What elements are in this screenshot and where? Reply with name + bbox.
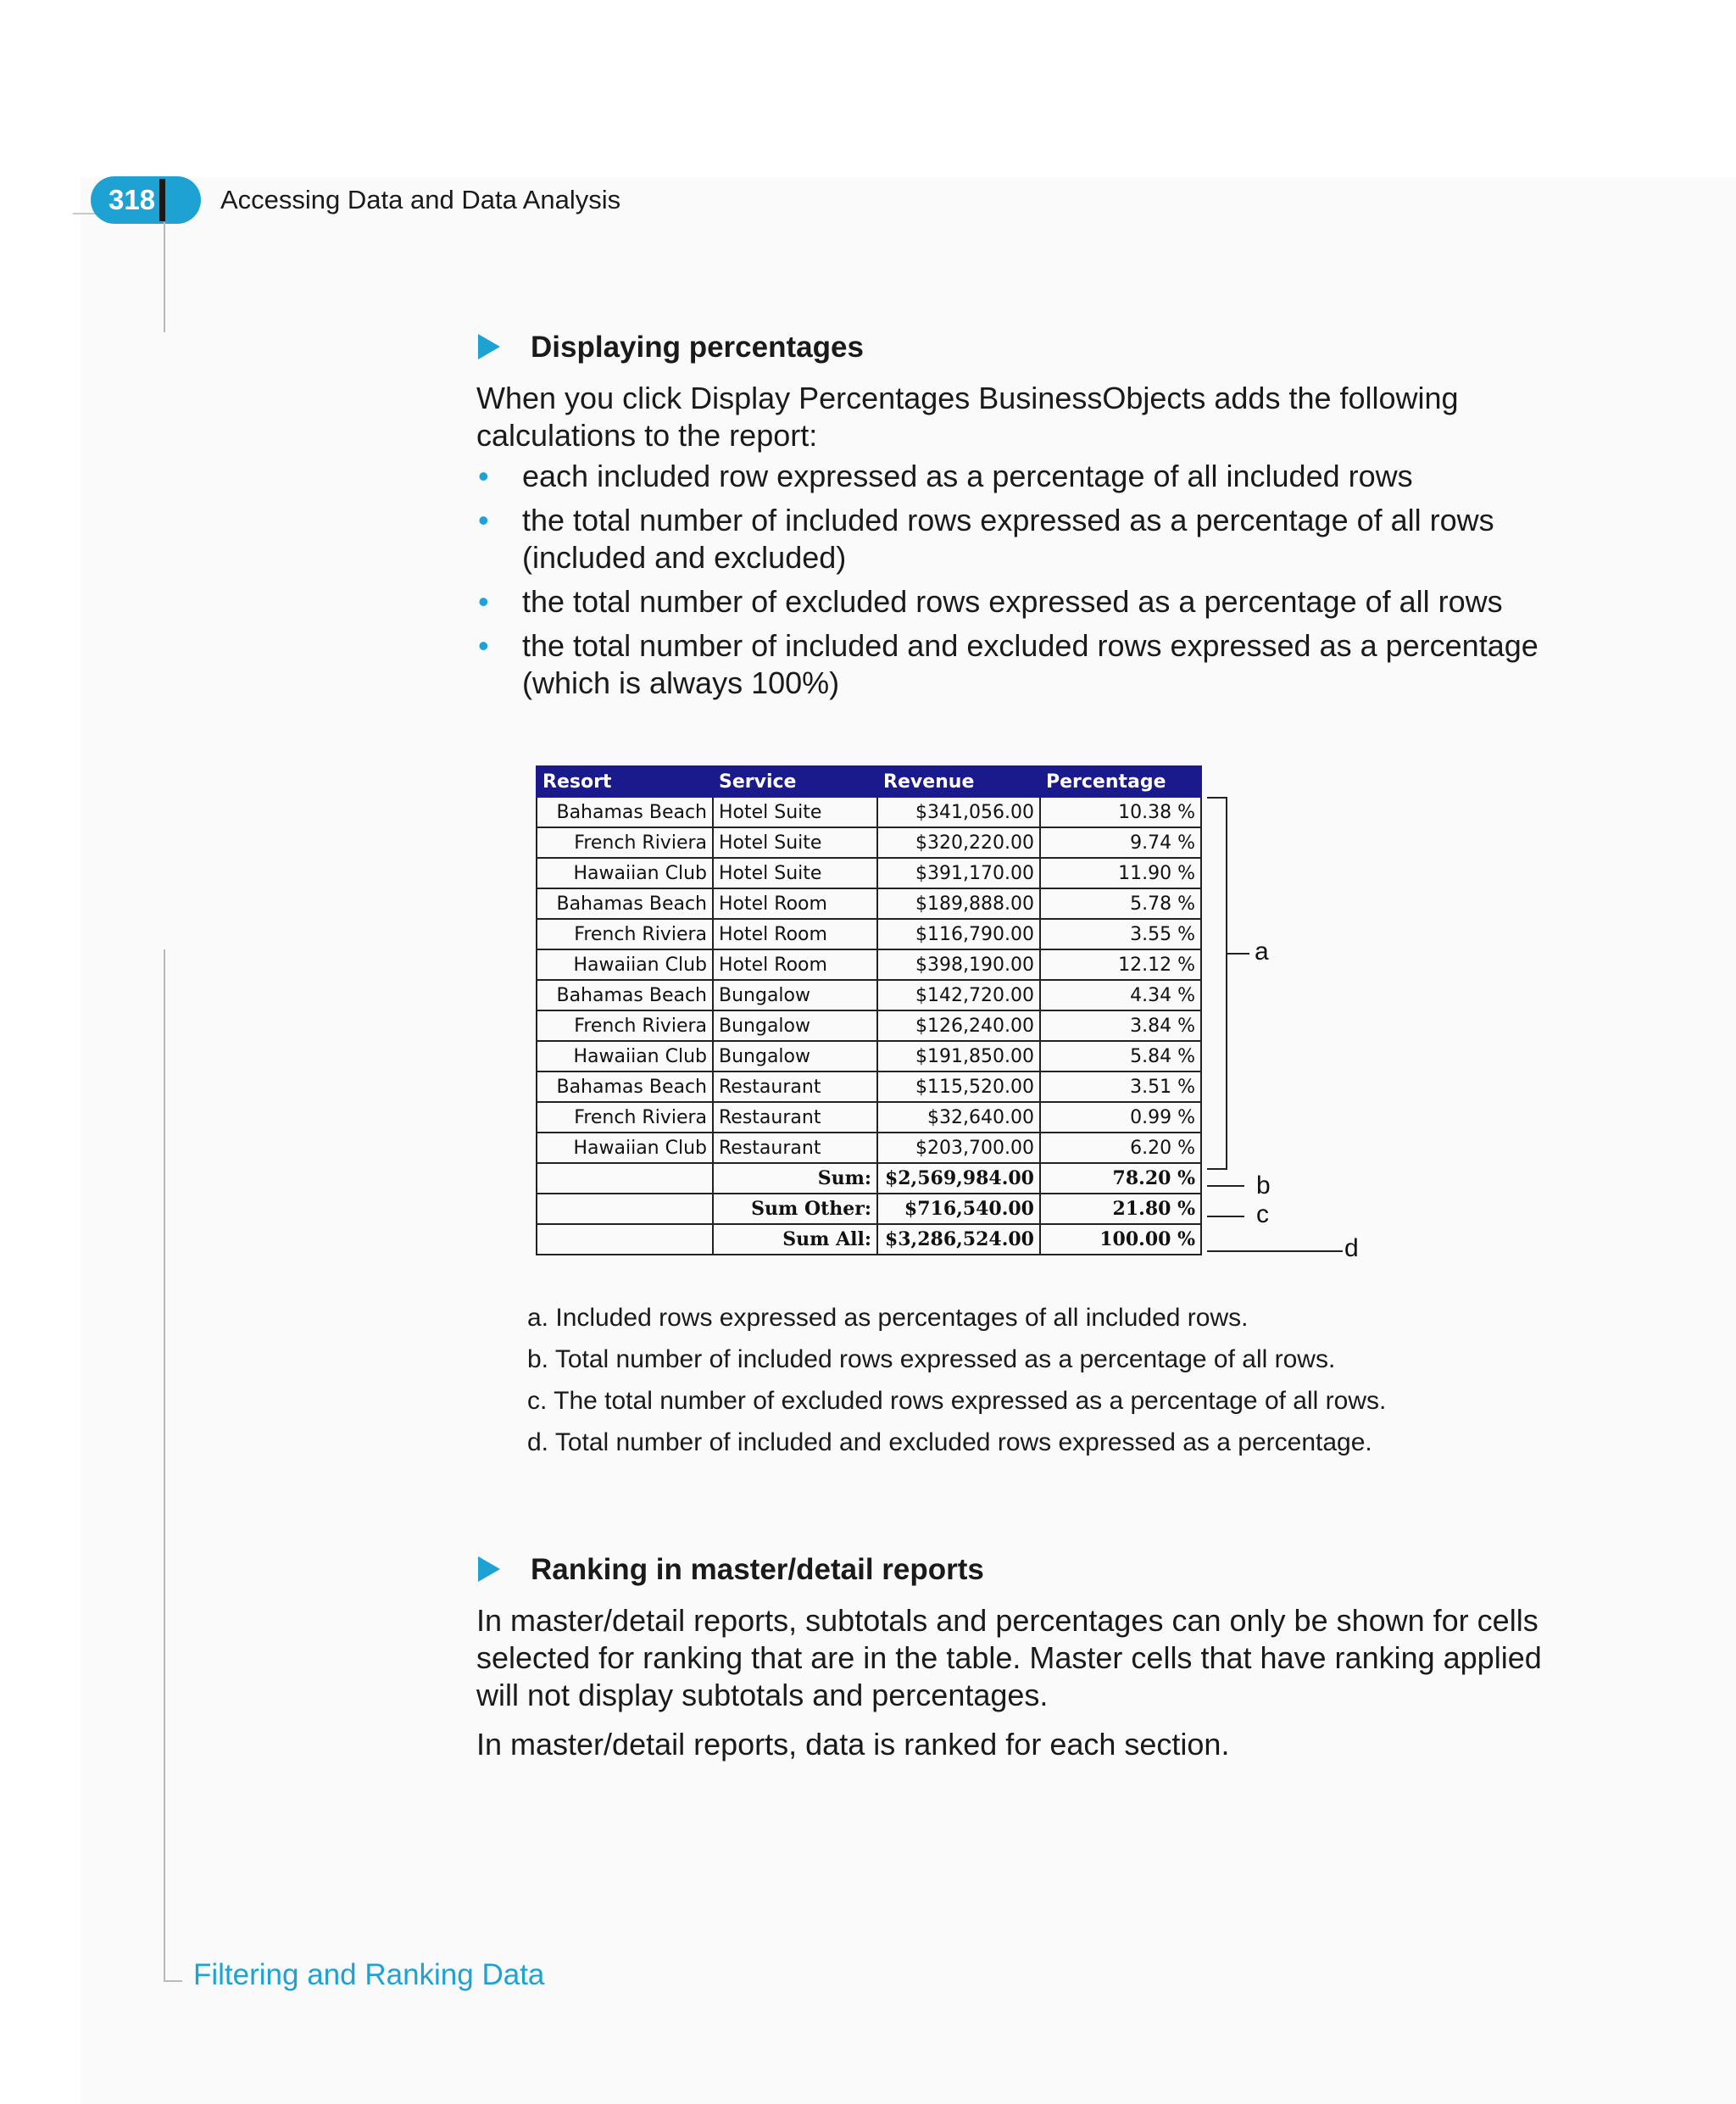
column-header-service: Service — [713, 766, 877, 797]
sum-revenue: $2,569,984.00 — [877, 1163, 1040, 1194]
section-arrow-icon — [478, 1556, 500, 1582]
sum-all-revenue: $3,286,524.00 — [877, 1224, 1040, 1255]
list-item — [476, 458, 1578, 495]
bullet-icon: • — [478, 503, 489, 537]
callout-c-line — [1207, 1216, 1244, 1217]
table-header-row — [537, 766, 1201, 797]
cell-revenue: $116,790.00 — [877, 919, 1040, 949]
sum-other-percentage: 21.80 % — [1040, 1194, 1201, 1224]
cell-revenue: $115,520.00 — [877, 1071, 1040, 1102]
table-row — [537, 1071, 1201, 1102]
cell-service: Bungalow — [713, 1010, 877, 1041]
percentage-report-table — [536, 765, 1202, 1255]
cell-percentage: 11.90 % — [1040, 858, 1201, 888]
cell-resort: French Riviera — [537, 1010, 713, 1041]
sum-row — [537, 1163, 1201, 1194]
note-item: d. Total number of included and excluded rows expressed as a percentage. — [527, 1428, 1372, 1456]
cell-resort: French Riviera — [537, 1102, 713, 1133]
footer-section-title: Filtering and Ranking Data — [193, 1958, 545, 1991]
cell-service: Hotel Room — [713, 919, 877, 949]
page-tab-marker — [159, 179, 165, 221]
cell-service: Hotel Suite — [713, 858, 877, 888]
table-row — [537, 919, 1201, 949]
sum-all-percentage: 100.00 % — [1040, 1224, 1201, 1255]
cell-empty — [537, 1163, 713, 1194]
cell-revenue: $32,640.00 — [877, 1102, 1040, 1133]
table-row — [537, 888, 1201, 919]
cell-percentage: 0.99 % — [1040, 1102, 1201, 1133]
cell-service: Hotel Room — [713, 949, 877, 980]
callout-c-label: c — [1256, 1200, 1269, 1228]
cell-resort: Bahamas Beach — [537, 797, 713, 827]
cell-revenue: $398,190.00 — [877, 949, 1040, 980]
bullet-icon: • — [478, 584, 489, 619]
cell-revenue: $203,700.00 — [877, 1133, 1040, 1163]
section-heading-ranking-master-detail: Ranking in master/detail reports — [531, 1553, 984, 1586]
cell-resort: Hawaiian Club — [537, 858, 713, 888]
sum-label: Sum: — [713, 1163, 877, 1194]
figure-notes — [527, 1304, 1386, 1470]
ranking-paragraph-1: In master/detail reports, subtotals and percentages can only be shown for cells selected for ranking that are in the table. Master cells that have ranking applied will not display subtotals and percentages. — [476, 1603, 1542, 1712]
cell-revenue: $391,170.00 — [877, 858, 1040, 888]
margin-rule-top — [164, 222, 165, 332]
callout-b-label: b — [1256, 1172, 1271, 1200]
cell-percentage: 3.51 % — [1040, 1071, 1201, 1102]
column-header-resort: Resort — [537, 766, 713, 797]
bullet-text: each included row expressed as a percentage of all included rows — [522, 459, 1413, 493]
cell-percentage: 3.84 % — [1040, 1010, 1201, 1041]
table-row — [537, 1102, 1201, 1133]
cell-revenue: $320,220.00 — [877, 827, 1040, 858]
chapter-title: Accessing Data and Data Analysis — [220, 185, 621, 214]
bracket-a-vertical — [1226, 797, 1227, 1170]
list-item — [476, 502, 1578, 576]
cell-revenue: $189,888.00 — [877, 888, 1040, 919]
section-arrow-icon — [478, 334, 500, 359]
sum-all-row — [537, 1224, 1201, 1255]
cell-resort: Hawaiian Club — [537, 1041, 713, 1071]
cell-revenue: $142,720.00 — [877, 980, 1040, 1010]
table-row — [537, 980, 1201, 1010]
cell-resort: French Riviera — [537, 827, 713, 858]
bullet-icon: • — [478, 628, 489, 663]
callout-a-label: a — [1255, 938, 1269, 966]
bullet-text: the total number of excluded rows expressed as a percentage of all rows — [522, 584, 1503, 619]
cell-revenue: $126,240.00 — [877, 1010, 1040, 1041]
table-row — [537, 858, 1201, 888]
table-row — [537, 797, 1201, 827]
sum-other-label: Sum Other: — [713, 1194, 877, 1224]
bullet-text: the total number of included rows expressed as a percentage of all rows (included and excluded) — [522, 503, 1494, 575]
cell-revenue: $191,850.00 — [877, 1041, 1040, 1071]
bullet-text: the total number of included and excluded rows expressed as a percentage (which is always 100%) — [522, 628, 1538, 700]
callout-d-line — [1207, 1250, 1343, 1252]
table-row — [537, 1041, 1201, 1071]
cell-percentage: 5.78 % — [1040, 888, 1201, 919]
note-item: b. Total number of included rows expressed as a percentage of all rows. — [527, 1345, 1336, 1373]
cell-service: Bungalow — [713, 980, 877, 1010]
cell-percentage: 5.84 % — [1040, 1041, 1201, 1071]
callout-d-label: d — [1344, 1234, 1359, 1262]
callout-b-line — [1207, 1185, 1244, 1187]
cell-resort: French Riviera — [537, 919, 713, 949]
column-header-percentage: Percentage — [1040, 766, 1201, 797]
cell-service: Restaurant — [713, 1133, 877, 1163]
list-item — [476, 583, 1578, 621]
cell-empty — [537, 1224, 713, 1255]
bullet-icon: • — [478, 459, 489, 493]
cell-service: Hotel Suite — [713, 827, 877, 858]
table-row — [537, 1010, 1201, 1041]
cell-percentage: 3.55 % — [1040, 919, 1201, 949]
cell-empty — [537, 1194, 713, 1224]
cell-service: Hotel Room — [713, 888, 877, 919]
cell-percentage: 9.74 % — [1040, 827, 1201, 858]
cell-percentage: 4.34 % — [1040, 980, 1201, 1010]
cell-service: Hotel Suite — [713, 797, 877, 827]
list-item — [476, 627, 1578, 702]
page-number: 318 — [108, 184, 156, 215]
table-row — [537, 827, 1201, 858]
cell-service: Restaurant — [713, 1102, 877, 1133]
cell-revenue: $341,056.00 — [877, 797, 1040, 827]
cell-resort: Hawaiian Club — [537, 1133, 713, 1163]
margin-rule-foot — [164, 1980, 182, 1982]
ranking-paragraph-2: In master/detail reports, data is ranked for each section. — [476, 1727, 1230, 1762]
bracket-a-bottom — [1207, 1168, 1227, 1170]
cell-service: Restaurant — [713, 1071, 877, 1102]
bullet-list — [476, 458, 1578, 709]
note-item: a. Included rows expressed as percentages of all included rows. — [527, 1304, 1249, 1332]
cell-resort: Bahamas Beach — [537, 980, 713, 1010]
cell-service: Bungalow — [713, 1041, 877, 1071]
table-row — [537, 1133, 1201, 1163]
cell-percentage: 10.38 % — [1040, 797, 1201, 827]
sum-all-label: Sum All: — [713, 1224, 877, 1255]
cell-percentage: 6.20 % — [1040, 1133, 1201, 1163]
note-item: c. The total number of excluded rows expressed as a percentage of all rows. — [527, 1387, 1387, 1415]
column-header-revenue: Revenue — [877, 766, 1040, 797]
table-row — [537, 949, 1201, 980]
cell-resort: Hawaiian Club — [537, 949, 713, 980]
sum-other-revenue: $716,540.00 — [877, 1194, 1040, 1224]
margin-rule-bottom — [164, 949, 165, 1982]
cell-resort: Bahamas Beach — [537, 1071, 713, 1102]
intro-paragraph: When you click Display Percentages BusinessObjects adds the following calculations to the report: — [476, 381, 1459, 453]
cell-resort: Bahamas Beach — [537, 888, 713, 919]
bracket-a-top — [1207, 797, 1227, 799]
section-heading-displaying-percentages: Displaying percentages — [531, 331, 864, 364]
cell-percentage: 12.12 % — [1040, 949, 1201, 980]
sum-other-row — [537, 1194, 1201, 1224]
callout-a-line — [1226, 953, 1249, 955]
sum-percentage: 78.20 % — [1040, 1163, 1201, 1194]
